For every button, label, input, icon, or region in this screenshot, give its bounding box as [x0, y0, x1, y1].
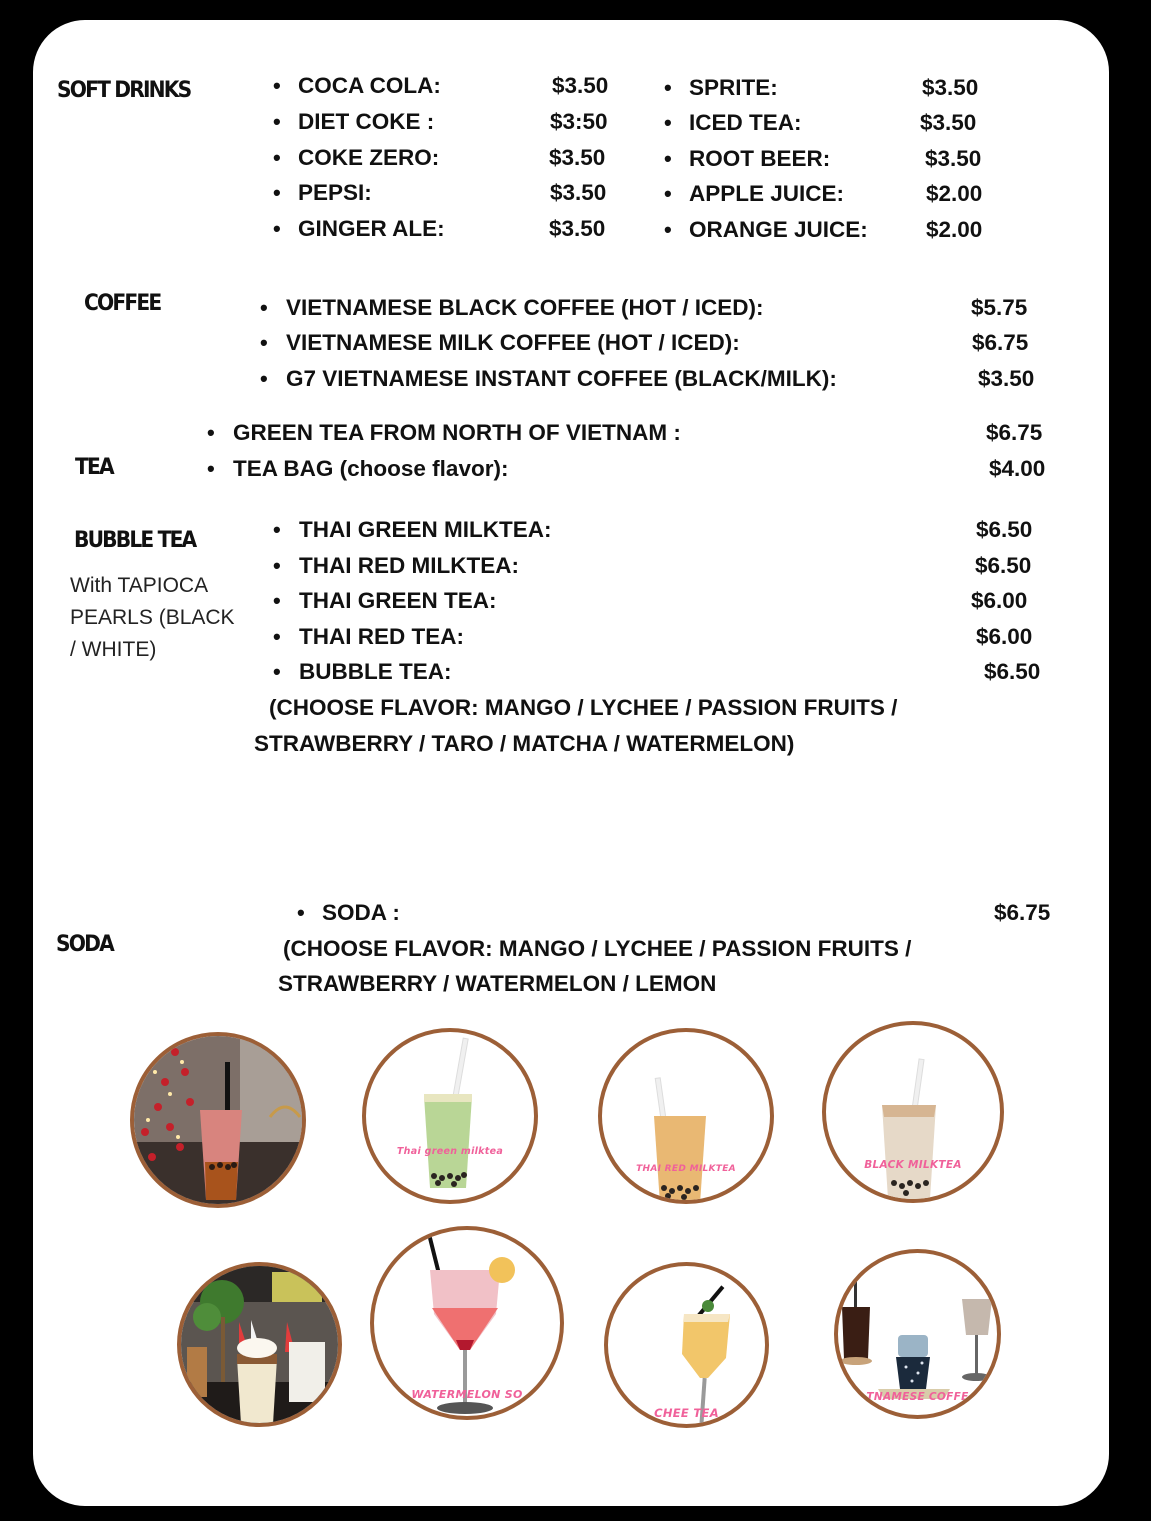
menu-item-price: $6.75: [972, 330, 1029, 355]
drink-image-icon: [362, 1028, 538, 1204]
menu-item-price: $3.50: [922, 75, 979, 100]
bullet-icon: •: [273, 73, 281, 98]
bubble-tea-flavor-options: STRAWBERRY / TARO / MATCHA / WATERMELON): [254, 731, 795, 756]
bullet-icon: •: [273, 588, 281, 613]
menu-item-name: BUBBLE TEA:: [299, 659, 452, 684]
bullet-icon: •: [273, 517, 281, 542]
vietnamese-coffee-photo: [834, 1249, 1001, 1419]
menu-item-price: $3.50: [549, 145, 606, 170]
menu-item-name: ORANGE JUICE:: [689, 217, 868, 242]
bullet-icon: •: [297, 900, 305, 925]
menu-item-name: VIETNAMESE MILK COFFEE (HOT / ICED):: [286, 330, 740, 355]
bubble-tea-note-line: PEARLS (BLACK: [70, 606, 235, 629]
bullet-icon: •: [260, 330, 268, 355]
menu-item-price: $3.50: [920, 110, 977, 135]
section-label-bubble-tea: BUBBLE TEA: [74, 528, 196, 553]
menu-item-name: TEA BAG (choose flavor):: [233, 456, 509, 481]
watermelon-soda-photo: [370, 1226, 564, 1420]
drink-image-icon: [598, 1028, 774, 1204]
strawberry-bubble-tea-photo: [130, 1032, 306, 1208]
bullet-icon: •: [664, 146, 672, 171]
bullet-icon: •: [207, 456, 215, 481]
menu-item-price: $6.50: [976, 517, 1033, 542]
menu-item-name: GINGER ALE:: [298, 216, 445, 241]
menu-item-name: THAI RED MILKTEA:: [299, 553, 519, 578]
soda-flavor-options: (CHOOSE FLAVOR: MANGO / LYCHEE / PASSION FRUITS /: [283, 936, 912, 961]
drink-image-icon: [604, 1262, 769, 1428]
bubble-tea-note-line: / WHITE): [70, 638, 157, 661]
menu-item-price: $3.50: [550, 180, 607, 205]
menu-item-price: $6.00: [971, 588, 1028, 613]
section-label-coffee: COFFEE: [84, 291, 161, 316]
menu-item-name: GREEN TEA FROM NORTH OF VIETNAM :: [233, 420, 681, 445]
bullet-icon: •: [273, 216, 281, 241]
photo-caption: Thai green milktea: [396, 1146, 504, 1157]
bubble-tea-flavor-options: (CHOOSE FLAVOR: MANGO / LYCHEE / PASSION FRUITS /: [269, 695, 898, 720]
menu-item-name: APPLE JUICE:: [689, 181, 845, 206]
menu-item-name: SPRITE:: [689, 75, 778, 100]
section-label-soft-drinks: SOFT DRINKS: [57, 78, 191, 103]
menu-item-price: $6.75: [986, 420, 1043, 445]
photo-caption: WATERMELON SO: [411, 1388, 523, 1401]
section-label-soda: SODA: [56, 932, 113, 957]
menu-item-price: $3.50: [925, 146, 982, 171]
menu-item-name: COCA COLA:: [298, 73, 441, 98]
menu-item-name: PEPSI:: [298, 180, 372, 205]
menu-item-price: $4.00: [989, 456, 1046, 481]
thai-green-milktea-photo: [362, 1028, 538, 1204]
bullet-icon: •: [664, 217, 672, 242]
menu-item-name: SODA :: [322, 900, 400, 925]
photo-caption: TNAMESE COFFE: [866, 1391, 969, 1403]
menu-item-price: $6.75: [994, 900, 1051, 925]
bullet-icon: •: [273, 109, 281, 134]
menu-item-price: $3.50: [549, 216, 606, 241]
menu-item-price: $3.50: [978, 366, 1035, 391]
bullet-icon: •: [664, 75, 672, 100]
menu-item-price: $3:50: [550, 109, 608, 134]
bullet-icon: •: [260, 366, 268, 391]
bullet-icon: •: [273, 659, 281, 684]
menu-item-name: ROOT BEER:: [689, 146, 831, 171]
bullet-icon: •: [260, 295, 268, 320]
soda-flavor-options: STRAWBERRY / WATERMELON / LEMON: [278, 971, 717, 996]
bullet-icon: •: [273, 624, 281, 649]
menu-item-name: VIETNAMESE BLACK COFFEE (HOT / ICED):: [286, 295, 764, 320]
menu-item-name: DIET COKE :: [298, 109, 435, 134]
photo-caption: BLACK MILKTEA: [864, 1159, 962, 1171]
menu-item-name: THAI GREEN TEA:: [299, 588, 497, 613]
bullet-icon: •: [207, 420, 215, 445]
thai-red-milktea-photo: [598, 1028, 774, 1204]
menu-item-price: $6.50: [975, 553, 1032, 578]
menu-item-name: G7 VIETNAMESE INSTANT COFFEE (BLACK/MILK):: [286, 366, 837, 391]
bullet-icon: •: [273, 145, 281, 170]
photo-caption: CHEE TEA: [654, 1406, 719, 1420]
menu-item-price: $6.00: [976, 624, 1033, 649]
drink-image-icon: [177, 1262, 342, 1427]
menu-item-price: $5.75: [971, 295, 1028, 320]
drink-image-icon: [130, 1032, 306, 1208]
lychee-tea-photo: [604, 1262, 769, 1428]
bubble-tea-note-line: With TAPIOCA: [70, 574, 209, 597]
menu-item-name: THAI GREEN MILKTEA:: [299, 517, 552, 542]
bullet-icon: •: [664, 110, 672, 135]
drink-image-icon: [822, 1021, 1004, 1203]
bullet-icon: •: [273, 553, 281, 578]
menu-item-name: THAI RED TEA:: [299, 624, 464, 649]
menu-item-price: $3.50: [552, 73, 609, 98]
menu-item-price: $2.00: [926, 181, 983, 206]
menu-item-name: COKE ZERO:: [298, 145, 440, 170]
iced-coffee-cream-photo: [177, 1262, 342, 1427]
menu-item-price: $6.50: [984, 659, 1041, 684]
menu-item-name: ICED TEA:: [689, 110, 802, 135]
bullet-icon: •: [664, 181, 672, 206]
photo-caption: THAI RED MILKTEA: [636, 1164, 736, 1174]
menu-item-price: $2.00: [926, 217, 983, 242]
black-milktea-photo: [822, 1021, 1004, 1203]
section-label-tea: TEA: [75, 455, 113, 480]
bullet-icon: •: [273, 180, 281, 205]
